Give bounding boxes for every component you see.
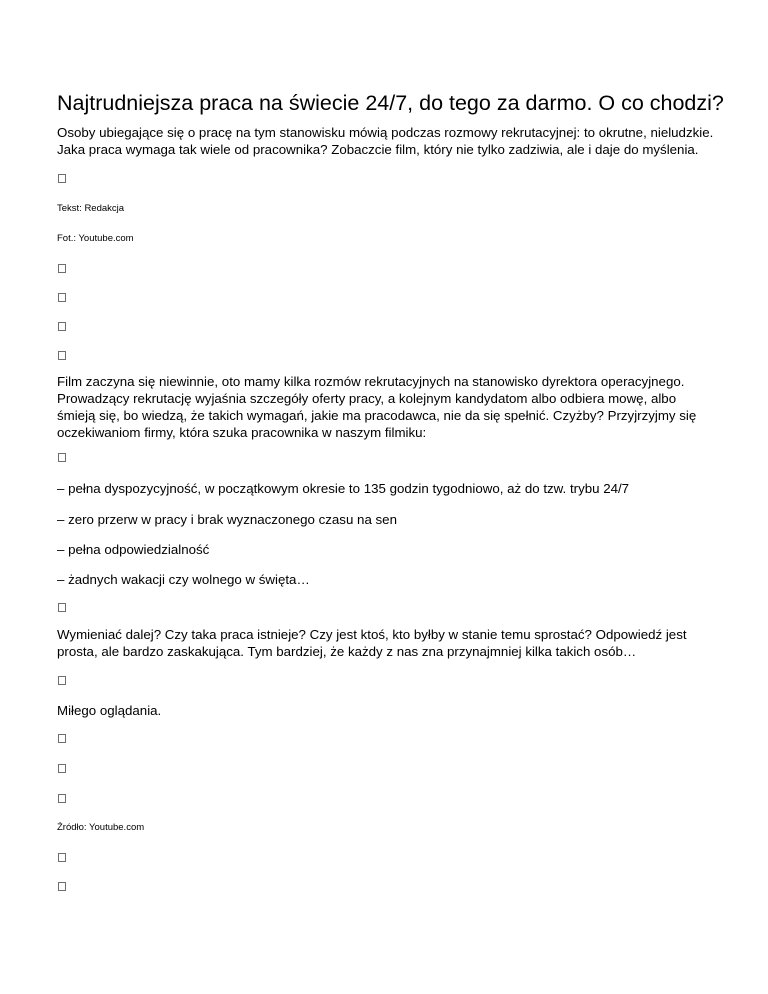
missing-image-icon [58, 676, 66, 685]
missing-image-icon [58, 853, 66, 862]
missing-image-icon [58, 734, 66, 743]
missing-image-icon [58, 764, 66, 773]
missing-image-icon [58, 293, 66, 302]
missing-image-icon [58, 264, 66, 273]
missing-image-icon [58, 174, 66, 183]
article-lead: Osoby ubiegające się o pracę na tym stanowisku mówią podczas rozmowy rekrutacyjnej: to okrutne, nieludzkie. Jaka praca wymaga tak wiele od pracownika? Zobaczcie film, który nie tylko zadziwia, ale i daje do myślenia. [57, 125, 714, 157]
article-question: Wymieniać dalej? Czy taka praca istnieje? Czy jest ktoś, kto byłby w stanie temu sprostać? Odpowiedź jest prosta, ale bardzo zaskakująca. Tym bardziej, że każdy z nas zna przynajmniej kilka takich osób… [57, 627, 687, 659]
requirement-item: – pełna dyspozycyjność, w początkowym okresie to 135 godzin tygodniowo, aż do tzw. trybu 24/7 [57, 481, 630, 496]
requirement-item: – żadnych wakacji czy wolnego w święta… [57, 572, 310, 587]
article-closing: Miłego oglądania. [57, 703, 162, 718]
missing-image-icon [58, 453, 66, 462]
requirement-item: – pełna odpowiedzialność [57, 542, 210, 557]
source-credit: Źródło: Youtube.com [57, 822, 145, 833]
missing-image-icon [58, 351, 66, 360]
text-credit: Tekst: Redakcja [57, 203, 125, 214]
article-intro: Film zaczyna się niewinnie, oto mamy kilka rozmów rekrutacyjnych na stanowisko dyrektora operacyjnego. Prowadzący rekrutację wyjaśnia szczegóły oferty pracy, a kolejnym kandydatom albo odbiera mowę, albo śmieją się, bo wiedzą, że takich wymagań, jakie ma pracodawca, nie da się spełnić. Czyżby? Przyjrzyjmy się oczekiwaniom firmy, która szuka pracownika w naszym filmiku: [57, 374, 697, 440]
missing-image-icon [58, 603, 66, 612]
missing-image-icon [58, 322, 66, 331]
missing-image-icon [58, 794, 66, 803]
photo-credit: Fot.: Youtube.com [57, 233, 134, 244]
article-title: Najtrudniejsza praca na świecie 24/7, do tego za darmo. O co chodzi? [57, 91, 724, 115]
requirement-item: – zero przerw w pracy i brak wyznaczonego czasu na sen [57, 512, 397, 527]
missing-image-icon [58, 882, 66, 891]
